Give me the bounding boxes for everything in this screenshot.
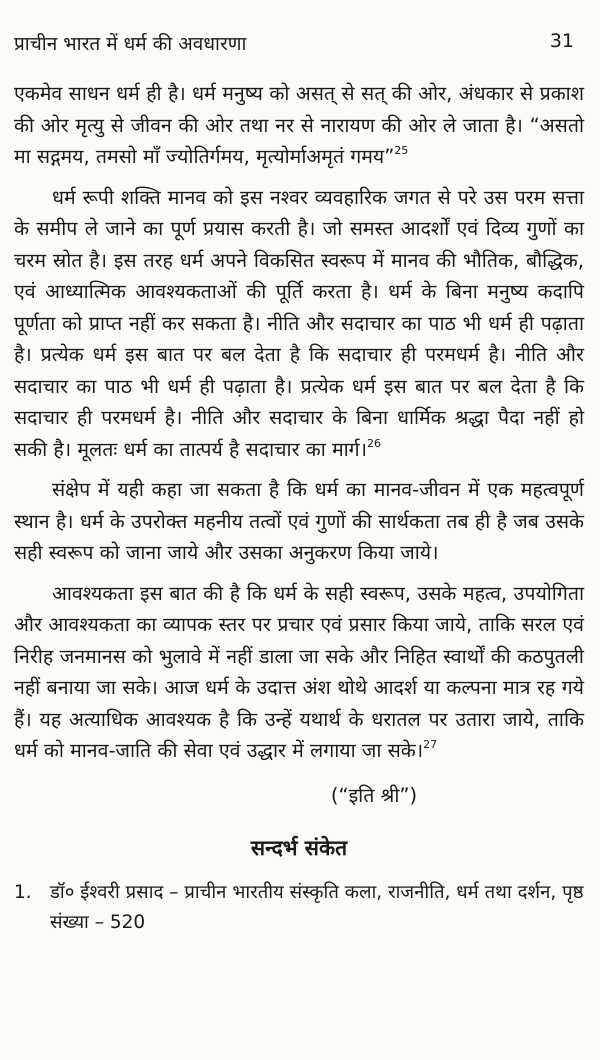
paragraph [14,474,584,569]
footnote-marker: 26 [367,436,382,450]
page-header [14,30,574,56]
page-body [14,78,584,938]
paragraph-text: एकमेव साधन धर्म ही है। धर्म मनुष्य को असत् से सत् की ओर, अंधकार से प्रकाश की ओर मृत्यु से जीवन की ओर तथा नर से नारायण की ओर ले जाता है। “असतो मा सद्गमय, तमसो माँ ज्योतिर्गमय, मृत्योर्माअमृतं गमय” [14,82,584,168]
paragraph-continued [14,78,584,173]
paragraph-text: संक्षेप में यही कहा जा सकता है कि धर्म का मानव-जीवन में एक महत्वपूर्ण स्थान है। धर्म के उपरोक्त महनीय तत्वों एवं गुणों की सार्थकता तब ही है जब उसके सही स्वरूप को जाना जाये और उसका अनुकरण किया जाये। [14,478,584,564]
paragraph-text: आवश्यकता इस बात की है कि धर्म के सही स्वरूप, उसके महत्व, उपयोगिता और आवश्यकता का व्यापक स्तर पर प्रचार एवं प्रसार किया जाये, ताकि सरल एवं निरीह जनमानस को भुलावे में नहीं डाला जा सके और निहित स्वार्थों की कठपुतली नहीं बनाया जा सके। आज धर्म के उदात्त अंश थोथे आदर्श या कल्पना मात्र रह गये हैं। यह अत्याधिक आवश्यक है कि उन्हें यथार्थ के धरातल पर उतारा जाये, ताकि धर्म को मानव-जाति की सेवा एवं उद्धार में लगाया जा सके। [14,581,584,762]
reference-number: 1. [14,881,32,903]
references-heading: सन्दर्भ संकेत [250,835,348,860]
footnote-marker: 27 [423,738,438,751]
reference-item [14,878,584,938]
paragraph-text: धर्म रूपी शक्ति मानव को इस नश्वर व्यवहारिक जगत से परे उस परम सत्ता के समीप ले जाने का पूर्ण प्रयास करती है। जो समस्त आदर्शों एवं दिव्य गुणों का चरम स्रोत है। इस तरह धर्म अपने विकसित स्वरूप में मानव की भौतिक, बौद्धिक, एवं आध्यात्मिक आवश्यकताओं की पूर्ति करता है। धर्म के बिना मनुष्य कदापि पूर्णता को प्राप्त नहीं कर सकता है। नीति और सदाचार का पाठ भी धर्म ही पढ़ाता है। प्रत्येक धर्म इस बात पर बल देता है कि सदाचार ही परमधर्म है। नीति और सदाचार का पाठ भी धर्म ही पढ़ाता है। प्रत्येक धर्म इस बात पर बल देता है कि सदाचार ही परमधर्म है। नीति और सदाचार के बिना धार्मिक श्रद्धा पैदा नहीं हो सकी है। मूलतः धर्म का तात्पर्य है सदाचार का मार्ग। [14,185,584,461]
paragraph [14,182,584,466]
page-number: 31 [549,30,574,52]
closing-phrase: (“इति श्री”) [330,783,418,807]
running-title: प्राचीन भारत में धर्म की अवधारणा [14,33,247,55]
footnote-marker: 25 [394,144,409,157]
paragraph [14,578,584,767]
reference-text: डॉ० ईश्वरी प्रसाद – प्राचीन भारतीय संस्कृति कला, राजनीति, धर्म तथा दर्शन, पृष्ठ संख्या – 520 [50,881,584,933]
